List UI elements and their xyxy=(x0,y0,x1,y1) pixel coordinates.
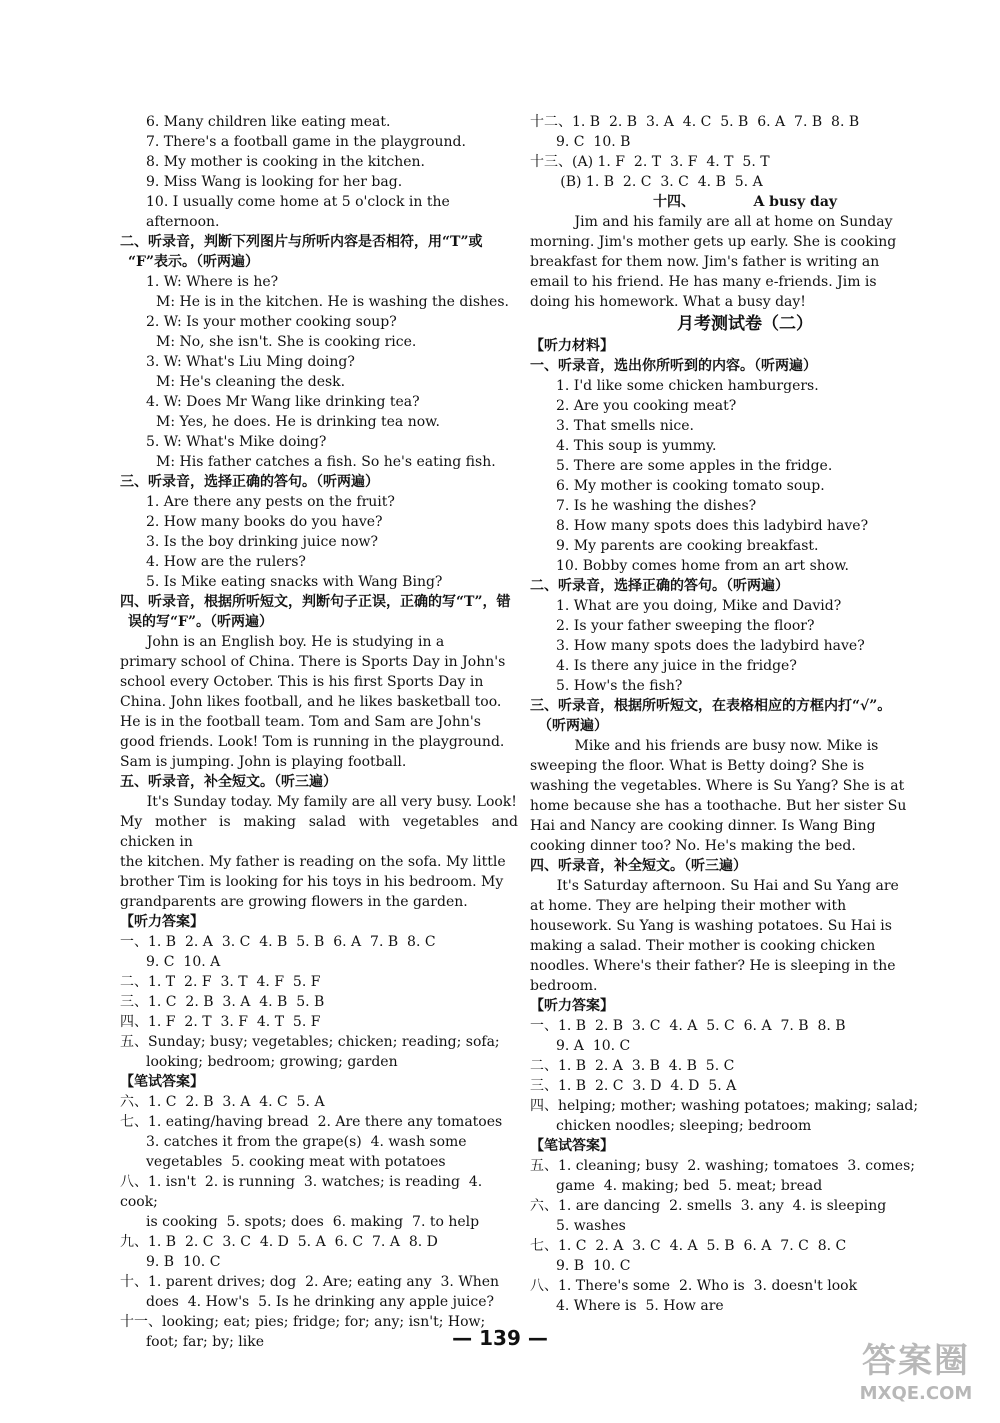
left-line: 八、1. isn't 2. is running 3. watches; is reading 4. cook; xyxy=(120,1174,487,1210)
left-line: 三、听录音，选择正确的答句。（听两遍） xyxy=(120,474,379,490)
right-line: 七、1. C 2. A 3. C 4. A 5. B 6. A 7. C 8. C xyxy=(530,1238,847,1254)
right-line: 一、听录音，选出你所听到的内容。（听两遍） xyxy=(530,358,817,374)
right-line: 3. That smells nice. xyxy=(556,418,694,434)
right-line: 【听力材料】 xyxy=(530,338,614,354)
right-line: 六、1. are dancing 2. smells 3. any 4. is sleeping xyxy=(530,1198,887,1214)
left-line: 5. W: What's Mike doing? xyxy=(146,434,327,450)
left-line: 2. How many books do you have? xyxy=(146,514,383,530)
right-line: 6. My mother is cooking tomato soup. xyxy=(556,478,825,494)
right-line: 4. Is there any juice in the fridge? xyxy=(556,658,797,674)
right-line: 5. How's the fish? xyxy=(556,678,683,694)
right-line: 9. My parents are cooking breakfast. xyxy=(556,538,819,554)
left-line: 3. catches it from the grape(s) 4. wash some xyxy=(146,1134,467,1150)
right-line: sweeping the floor. What is Betty doing? She is xyxy=(530,758,865,774)
left-line: 误的写“F”。（听两遍） xyxy=(128,614,274,630)
left-line: 1. W: Where is he? xyxy=(146,274,279,290)
left-line: China. John likes football, and he likes basketball too. xyxy=(120,694,502,710)
left-line: M: He's cleaning the desk. xyxy=(156,374,346,390)
left-line: 十、1. parent drives; dog 2. Are; eating any 3. When xyxy=(120,1274,500,1290)
left-line: 四、1. F 2. T 3. F 4. T 5. F xyxy=(120,1014,321,1030)
right-column xyxy=(530,112,960,1316)
right-line: 2. Are you cooking meat? xyxy=(556,398,737,414)
right-line: chicken noodles; sleeping; bedroom xyxy=(556,1118,812,1134)
right-line: bedroom. xyxy=(530,978,598,994)
right-line: 三、听录音，根据所听短文，在表格相应的方框内打“√”。 xyxy=(530,698,892,714)
left-line: Sam is jumping. John is playing football. xyxy=(120,754,407,770)
left-line: looking; bedroom; growing; garden xyxy=(146,1054,398,1070)
right-line: Mike and his friends are busy now. Mike is xyxy=(530,738,879,754)
right-line: 1. I'd like some chicken hamburgers. xyxy=(556,378,819,394)
left-line: 4. W: Does Mr Wang like drinking tea? xyxy=(146,394,420,410)
right-line: noodles. Where's their father? He is sleeping in the xyxy=(530,958,896,974)
right-line: 8. How many spots does this ladybird have? xyxy=(556,518,869,534)
right-line: making a salad. Their mother is cooking chicken xyxy=(530,938,876,954)
left-line: M: No, she isn't. She is cooking rice. xyxy=(156,334,417,350)
watermark-en: MXQE.COM xyxy=(859,1383,973,1404)
left-line: 1. Are there any pests on the fruit? xyxy=(146,494,395,510)
left-line: 二、1. T 2. F 3. T 4. F 5. F xyxy=(120,974,321,990)
left-line: 9. Miss Wang is looking for her bag. xyxy=(146,174,403,190)
right-line: （听两遍） xyxy=(538,718,608,734)
left-line: 五、Sunday; busy; vegetables; chicken; reading; sofa; xyxy=(120,1034,500,1050)
right-line: 十二、1. B 2. B 3. A 4. C 5. B 6. A 7. B 8. B xyxy=(530,114,860,130)
left-line: M: He is in the kitchen. He is washing the dishes. xyxy=(156,294,509,310)
left-line: 7. There's a football game in the playground. xyxy=(146,134,466,150)
left-line: My mother is making salad with vegetables and chicken in xyxy=(120,814,523,850)
right-line: housework. Su Yang is washing potatoes. Su Hai is xyxy=(530,918,892,934)
watermark-logo xyxy=(846,1339,986,1415)
right-line: Hai and Nancy are cooking dinner. Is Wang Bing xyxy=(530,818,876,834)
left-line: does 4. How's 5. Is he drinking any apple juice? xyxy=(146,1294,495,1310)
right-line: 二、1. B 2. A 3. B 4. B 5. C xyxy=(530,1058,735,1074)
left-line: 【笔试答案】 xyxy=(120,1074,204,1090)
right-line: doing his homework. What a busy day! xyxy=(530,294,806,310)
left-line: 6. Many children like eating meat. xyxy=(146,114,391,130)
left-line: 五、听录音，补全短文。（听三遍） xyxy=(120,774,337,790)
left-line: 一、1. B 2. A 3. C 4. B 5. B 6. A 7. B 8. C xyxy=(120,934,436,950)
right-line: at home. They are helping their mother with xyxy=(530,898,847,914)
right-line: breakfast for them now. Jim's father is writing an xyxy=(530,254,880,270)
right-line: 5. There are some apples in the fridge. xyxy=(556,458,833,474)
right-line: Jim and his family are all at home on Sunday xyxy=(530,214,893,230)
right-line: 十四、 A busy day xyxy=(652,194,838,210)
left-line: “F”表示。（听两遍） xyxy=(128,254,260,270)
right-line: game 4. making; bed 5. meat; bread xyxy=(556,1178,823,1194)
right-line: 1. What are you doing, Mike and David? xyxy=(556,598,842,614)
left-line: grandparents are growing flowers in the garden. xyxy=(120,894,468,910)
left-line: 3. Is the boy drinking juice now? xyxy=(146,534,378,550)
right-line: washing the vegetables. Where is Su Yang? She is at xyxy=(530,778,905,794)
left-line: He is in the football team. Tom and Sam are John's xyxy=(120,714,481,730)
left-line: 二、听录音，判断下列图片与所听内容是否相符，用“T”或 xyxy=(120,234,483,250)
right-line: 五、1. cleaning; busy 2. washing; tomatoes 3. comes; xyxy=(530,1158,915,1174)
right-line: 2. Is your father sweeping the floor? xyxy=(556,618,815,634)
left-line: 4. How are the rulers? xyxy=(146,554,306,570)
left-line: good friends. Look! Tom is running in the playground. xyxy=(120,734,505,750)
left-line: 9. C 10. A xyxy=(146,954,221,970)
left-line: 【听力答案】 xyxy=(120,914,204,930)
right-line: 7. Is he washing the dishes? xyxy=(556,498,757,514)
right-line: (B) 1. B 2. C 3. C 4. B 5. A xyxy=(538,174,763,190)
right-line: 二、听录音，选择正确的答句。（听两遍） xyxy=(530,578,789,594)
right-line: 四、听录音，补全短文。（听三遍） xyxy=(530,858,747,874)
left-line: M: Yes, he does. He is drinking tea now. xyxy=(156,414,440,430)
left-line: 十一、looking; eat; pies; fridge; for; any; isn't; How; xyxy=(120,1314,486,1330)
right-line: email to his friend. He has many e-friends. Jim is xyxy=(530,274,877,290)
left-line: John is an English boy. He is studying in a xyxy=(120,634,445,650)
watermark-cn: 答案圈 xyxy=(862,1341,970,1381)
right-line: 10. Bobby comes home from an art show. xyxy=(556,558,849,574)
left-line: 8. My mother is cooking in the kitchen. xyxy=(146,154,425,170)
left-line: 四、听录音，根据所听短文，判断句子正误，正确的写“T”，错 xyxy=(120,594,511,610)
left-line: 2. W: Is your mother cooking soup? xyxy=(146,314,397,330)
right-line: 四、helping; mother; washing potatoes; making; salad; xyxy=(530,1098,919,1114)
left-line: M: His father catches a fish. So he's eating fish. xyxy=(156,454,496,470)
left-line: school every October. This is his first Sports Day in xyxy=(120,674,484,690)
right-line: 9. A 10. C xyxy=(556,1038,631,1054)
right-line: morning. Jim's mother gets up early. She is cooking xyxy=(530,234,897,250)
left-line: vegetables 5. cooking meat with potatoes xyxy=(146,1154,446,1170)
left-line: the kitchen. My father is reading on the sofa. My little xyxy=(120,854,506,870)
left-line: primary school of China. There is Sports Day in John's xyxy=(120,654,506,670)
right-line: 八、1. There's some 2. Who is 3. doesn't look xyxy=(530,1278,858,1294)
right-line: cooking dinner too? No. He's making the bed. xyxy=(530,838,856,854)
right-line: 一、1. B 2. B 3. C 4. A 5. C 6. A 7. B 8. B xyxy=(530,1018,846,1034)
left-column xyxy=(120,112,523,1352)
right-line: 十三、(A) 1. F 2. T 3. F 4. T 5. T xyxy=(530,154,770,170)
right-line: 4. This soup is yummy. xyxy=(556,438,717,454)
right-line: 月考测试卷（二） xyxy=(677,314,813,334)
left-line: 三、1. C 2. B 3. A 4. B 5. B xyxy=(120,994,325,1010)
left-line: It's Sunday today. My family are all very busy. Look! xyxy=(120,794,517,810)
right-line: 4. Where is 5. How are xyxy=(556,1298,724,1314)
left-line: 3. W: What's Liu Ming doing? xyxy=(146,354,355,370)
right-line: home because she has a toothache. But her sister Su xyxy=(530,798,907,814)
left-line: 9. B 10. C xyxy=(146,1254,221,1270)
right-line: 【听力答案】 xyxy=(530,998,614,1014)
right-line: 【笔试答案】 xyxy=(530,1138,614,1154)
left-line: 九、1. B 2. C 3. C 4. D 5. A 6. C 7. A 8. D xyxy=(120,1234,438,1250)
right-line: 5. washes xyxy=(556,1218,626,1234)
right-line: 3. How many spots does the ladybird have? xyxy=(556,638,865,654)
right-line: 9. C 10. B xyxy=(556,134,631,150)
left-line: foot; far; by; like xyxy=(146,1334,264,1350)
left-line: brother Tim is looking for his toys in his bedroom. My xyxy=(120,874,504,890)
right-line: 9. B 10. C xyxy=(556,1258,631,1274)
left-line: is cooking 5. spots; does 6. making 7. to help xyxy=(146,1214,480,1230)
right-line: It's Saturday afternoon. Su Hai and Su Yang are xyxy=(530,878,899,894)
left-line: 10. I usually come home at 5 o'clock in the afternoon. xyxy=(146,194,455,230)
right-line: 三、1. B 2. C 3. D 4. D 5. A xyxy=(530,1078,737,1094)
left-line: 七、1. eating/having bread 2. Are there any tomatoes xyxy=(120,1114,503,1130)
left-line: 六、1. C 2. B 3. A 4. C 5. A xyxy=(120,1094,325,1110)
page-number: — 139 — xyxy=(452,1326,548,1350)
left-line: 5. Is Mike eating snacks with Wang Bing? xyxy=(146,574,443,590)
